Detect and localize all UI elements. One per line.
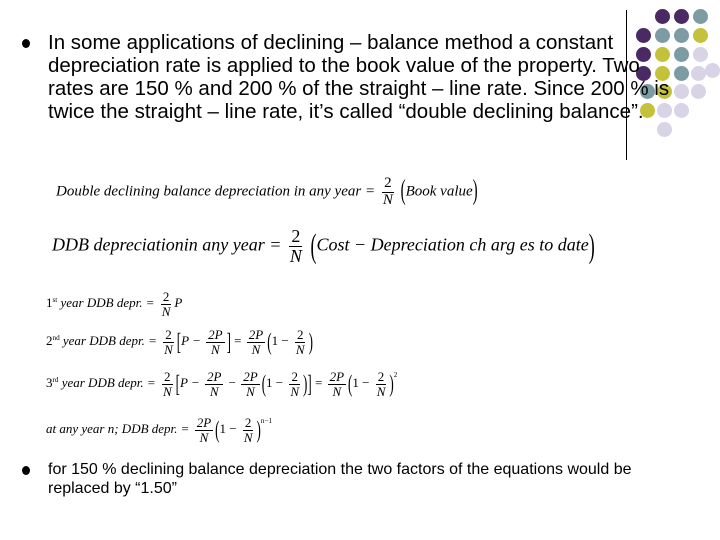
eq2-lhs: DDB depreciationin any year = [52,234,282,255]
dot-olive [693,28,708,43]
bullet-marker [22,466,30,475]
dot-lavender [693,47,708,62]
dot-lavender [657,122,672,137]
bullet-text-2: for 150 % declining balance depreciation the two factors of the equations would be replaced by “1.50” [48,461,632,497]
eq1-fraction: $\frac{2}{N}$ [382,175,393,208]
dot-teal [693,9,708,24]
bullet-marker [22,39,30,48]
equation-1: Double declining balance depreciation in any year = $\frac{2}{N}$ (Book value) [56,175,478,208]
eq1-lhs: Double declining balance depreciation in any year = [56,183,376,200]
eq2-rhs: Cost − Depreciation ch arg es to date [316,234,589,255]
equation-6: at any year n; DDB depr. = $\frac{2P}{N}$ (1 − $\frac{2}{N}$ )$^{n-1}$ [46,414,273,445]
equation-2: DDB depreciationin any year = $\frac{2}{N}$ (Cost − Depreciation ch arg es to date) [52,226,595,266]
equation-5: 3rd year DDB depr. = $\frac{2}{N}$ [P − $\frac{2P}{N}$ − $\frac{2P}{N}$ (1 − $\frac{2}{N}$ )] = $\frac{2P}{N}$ (1 − $\frac{2}{N}$ )$^2$ [46,368,398,399]
equation-4: 2nd year DDB depr. = $\frac{2}{N}$ [P − $\frac{2P}{N}$ ] = $\frac{2P}{N}$ (1 − $\frac{2}{N}$ ) [46,326,313,357]
eq2-fraction: $\frac{2}{N}$ [289,226,302,266]
dot-lavender [691,66,706,81]
dot-lavender [705,63,720,78]
dot-lavender [691,84,706,99]
eq1-rhs: Book value [405,183,473,200]
bullet-text-1: In some applications of declining – balance method a constant depreciation rate is applied to the book value of the property. Two rates are 150 % and 200 % of the straight – line rate. Since 200 % is twice the straight – line rate, it’s called “double declining balance”. [48,31,670,123]
equation-3: 1st year DDB depr. = $\frac{2}{N}$ P [46,289,183,319]
dot-purple [674,9,689,24]
dot-purple [655,9,670,24]
